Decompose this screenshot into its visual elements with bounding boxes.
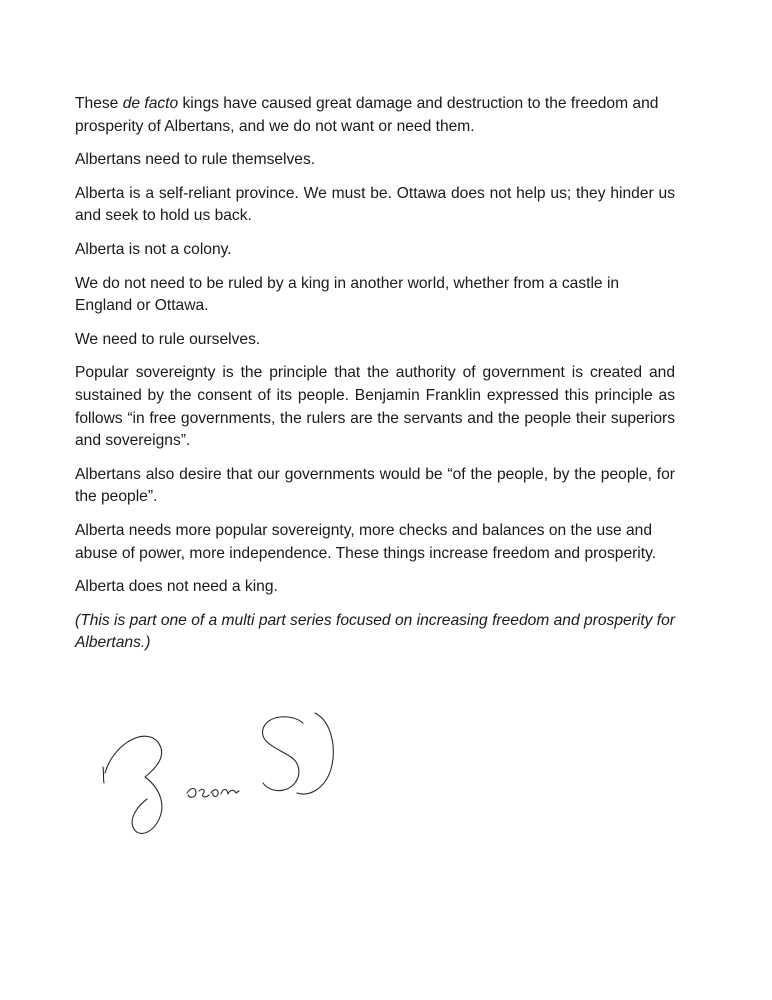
paragraph-more-sovereignty: Alberta needs more popular sovereignty, more checks and balances on the use and abuse of power, more independence. These things increase freedom and prosperity.	[75, 521, 657, 562]
paragraph-no-king: Alberta does not need a king.	[75, 578, 278, 596]
handwritten-signature	[95, 703, 375, 853]
letter-body	[75, 93, 675, 666]
paragraph-popular-sovereignty: Popular sovereignty is the principle that the authority of government is created and sustained by the consent of its people. Benjamin Franklin expressed this principle as follows “in free governments, the rulers are the servants and the people their superiors and sovereigns”.	[75, 364, 675, 450]
paragraph-not-ruled-by-king: We do not need to be ruled by a king in another world, whether from a castle in England or Ottawa.	[75, 274, 620, 315]
paragraph-rule-ourselves: We need to rule ourselves.	[75, 330, 261, 348]
paragraph-series-note: (This is part one of a multi part series focused on increasing freedom and prosperity for Albertans.)	[75, 611, 675, 652]
paragraph-of-the-people: Albertans also desire that our governments would be “of the people, by the people, for the people”.	[75, 465, 675, 506]
paragraph-de-facto-kings: These de facto kings have caused great damage and destruction to the freedom and prosperity of Albertans, and we do not want or need them.	[75, 95, 659, 135]
signature-icon	[95, 703, 375, 853]
paragraph-self-reliant: Alberta is a self-reliant province. We must be. Ottawa does not help us; they hinder us and seek to hold us back.	[75, 184, 675, 225]
paragraph-rule-themselves: Albertans need to rule themselves.	[75, 151, 316, 169]
emphasis-de-facto: de facto	[122, 95, 179, 112]
paragraph-not-a-colony: Alberta is not a colony.	[75, 240, 232, 258]
